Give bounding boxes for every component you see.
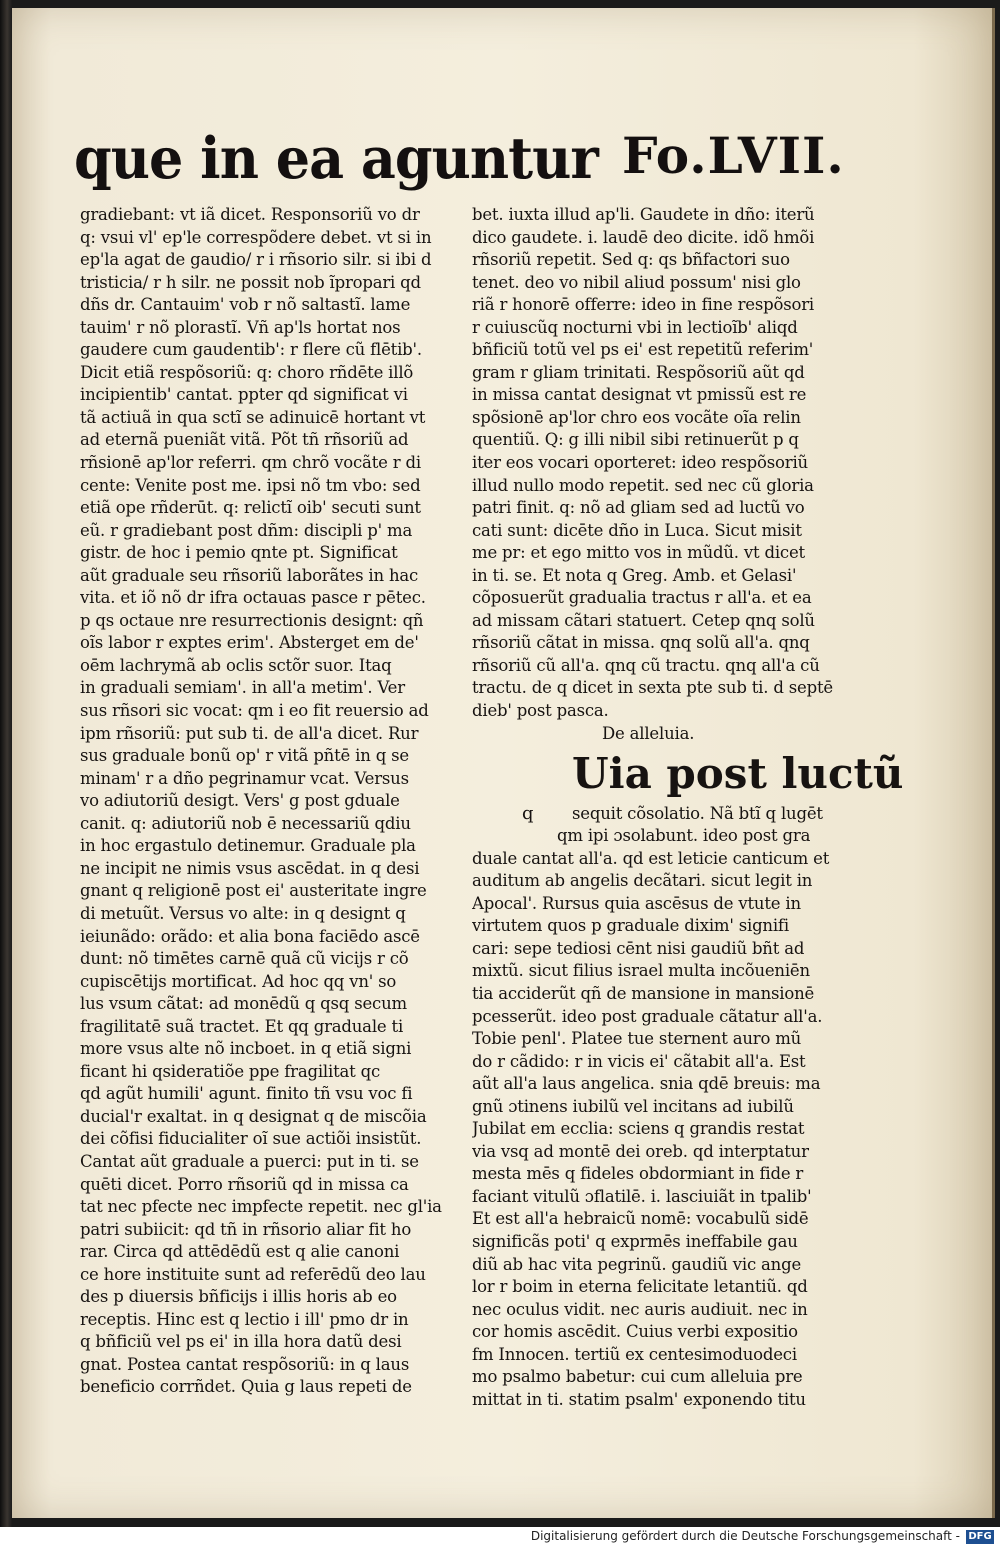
text-line: tristicia/ r h silr. ne possit nob ĩpropari qd xyxy=(80,272,421,292)
text-line: Apocal'. Rursus quia ascēsus de vtute in xyxy=(472,893,801,913)
text-line: incipientib' cantat. ppter qd significat vi xyxy=(80,385,408,405)
text-line: canit. q: adiutoriũ nob ē necessariũ qdiu xyxy=(80,813,411,833)
text-line: in hoc ergastulo detinemur. Graduale pla xyxy=(80,836,416,856)
text-line: ieiunãdo: orãdo: et alia bona faciēdo ascē xyxy=(80,926,420,946)
text-line: tat nec pfecte nec impfecte repetit. nec gl'ia xyxy=(80,1197,442,1217)
section-initial-heading: Uia post luctũ xyxy=(572,748,904,798)
text-line: patri finit. q: nõ ad gliam sed ad luctũ vo xyxy=(472,498,805,518)
text-line: diũ ab hac vita pegrinũ. gaudiũ vic ange xyxy=(472,1254,802,1274)
text-line: gnat. Postea cantat respõsoriũ: in q laus xyxy=(80,1354,410,1374)
text-line: Tobie penl'. Platee tue sternent auro mũ xyxy=(472,1029,802,1049)
text-line: fm Innocen. tertiũ ex centesimoduodeci xyxy=(472,1344,797,1364)
text-line: q bñficiũ vel ps ei' in illa hora datũ desi xyxy=(80,1332,402,1352)
text-line: ad missam cãtari statuert. Cetep qnq solũ xyxy=(472,610,815,630)
text-line: beneficio corrñdet. Quia g laus repeti de xyxy=(80,1377,412,1397)
text-line: ipm rñsoriũ: put sub ti. de all'a dicet. Rur xyxy=(80,723,419,743)
text-line: ne incipit ne nimis vsus ascēdat. in q desi xyxy=(80,858,420,878)
book-binding-edge xyxy=(0,0,12,1527)
text-line: in graduali semiam'. in all'a metim'. Ver xyxy=(80,678,405,698)
text-line: lor r boim in eterna felicitate letantiũ. qd xyxy=(472,1277,808,1297)
text-line: quentiũ. Q: g illi nibil sibi retinuerũt p q xyxy=(472,430,799,450)
text-line: rñsionē ap'lor referri. qm chrõ vocãte r di xyxy=(80,453,421,473)
text-line: dico gaudete. i. laudē deo dicite. idõ hmõi xyxy=(472,227,815,247)
text-line: cor homis ascēdit. Cuius verbi expositio xyxy=(472,1322,798,1342)
book-page xyxy=(12,8,995,1518)
text-line: ce hore instituite sunt ad referēdũ deo lau xyxy=(80,1264,426,1284)
text-line: virtutem quos p graduale dixim' signifi xyxy=(472,916,789,936)
text-line: dñs dr. Cantauim' vob r nõ saltastĩ. lame xyxy=(80,295,411,315)
text-line: riã r honorē offerre: ideo in fine respõsori xyxy=(472,295,814,315)
text-line: tenet. deo vo nibil aliud possum' nisi glo xyxy=(472,272,801,292)
dfg-logo: DFG xyxy=(966,1530,994,1544)
text-line: aũt all'a laus angelica. snia qdē breuis: ma xyxy=(472,1074,821,1094)
text-line: receptis. Hinc est q lectio i ill' pmo dr in xyxy=(80,1309,409,1329)
text-line: bet. iuxta illud ap'li. Gaudete in dño: iterũ xyxy=(472,205,815,224)
text-line: gradiebant: vt iã dicet. Responsoriũ vo dr xyxy=(80,205,420,224)
text-line: sus graduale bonũ op' r vitã pñtē in q se xyxy=(80,746,409,766)
text-line: oēm lachrymã ab oclis sctõr suor. Itaq xyxy=(80,655,392,675)
text-line: rñsoriũ cãtat in missa. qnq solũ all'a. qnq xyxy=(472,633,810,653)
text-line: r cuiuscũq nocturni vbi in lectioĩb' aliqd xyxy=(472,317,798,337)
text-line: cupiscētijs mortificat. Ad hoc qq vn' so xyxy=(80,971,397,991)
text-line: gram r gliam trinitati. Respõsoriũ aũt qd xyxy=(472,362,805,382)
text-line: bñficiũ totũ vel ps ei' est repetitũ referim' xyxy=(472,340,814,360)
initial-letter-row xyxy=(472,803,952,826)
text-line: Cantat aũt graduale a puerci: put in ti. se xyxy=(80,1151,419,1171)
text-line: auditum ab angelis decãtari. sicut legit in xyxy=(472,871,813,891)
text-line: gistr. de hoc i pemio qnte pt. Significat xyxy=(80,543,398,563)
text-line: duale cantat all'a. qd est leticie canticum et xyxy=(472,848,830,868)
text-line: faciant vitulũ ɔflatilē. i. lasciuiãt in tpalib' xyxy=(472,1186,812,1206)
text-line: Dicit etiã respõsoriũ: q: choro rñdēte illõ xyxy=(80,362,414,382)
text-line: des p diuersis bñficijs i illis horis ab eo xyxy=(80,1287,397,1307)
text-line: Et est all'a hebraicũ nomē: vocabulũ sidē xyxy=(472,1209,809,1229)
text-line: do r cãdido: r in vicis ei' cãtabit all'a. Est xyxy=(472,1051,806,1071)
text-line: aũt graduale seu rñsoriũ laborãtes in hac xyxy=(80,565,419,585)
right-column-bottom-text xyxy=(472,825,952,1411)
text-line: rñsoriũ cũ all'a. qnq cũ tractu. qnq all'a cũ xyxy=(472,655,820,675)
text-line: mittat in ti. statim psalm' exponendo titu xyxy=(472,1389,806,1409)
text-line: via vsq ad montē dei oreb. qd interptatur xyxy=(472,1141,809,1161)
text-line: rñsoriũ repetit. Sed q: qs bñfactori suo xyxy=(472,250,790,270)
text-line: tractu. de q dicet in sexta pte sub ti. d septē xyxy=(472,678,833,698)
text-line: cente: Venite post me. ipsi nõ tm vbo: sed xyxy=(80,475,421,495)
text-line: rar. Circa qd attēdēdũ est q alie canoni xyxy=(80,1242,400,1262)
funding-credit: Digitalisierung gefördert durch die Deutsche Forschungsgemeinschaft - xyxy=(530,1529,960,1543)
text-line: in ti. se. Et nota q Greg. Amb. et Gelasi' xyxy=(472,565,797,585)
section-subheading: De alleluia. xyxy=(602,723,695,743)
text-line: qm ipi ɔsolabunt. ideo post gra xyxy=(557,826,811,846)
text-line: di metuũt. Versus vo alte: in q designt q xyxy=(80,903,406,923)
text-line: lus vsum cãtat: ad monēdũ q qsq secum xyxy=(80,994,407,1014)
text-line: mo psalmo babetur: cui cum alleluia pre xyxy=(472,1367,803,1387)
text-line: fragilitatē suã tractet. Et qq graduale ti xyxy=(80,1016,404,1036)
text-line: mesta mēs q fideles obdormiant in fide r xyxy=(472,1164,804,1184)
text-line: nec oculus vidit. nec auris audiuit. nec in xyxy=(472,1299,808,1319)
text-line: me pr: et ego mitto vos in mũdũ. vt dicet xyxy=(472,543,805,563)
text-line: etiã ope rñderūt. q: relictĩ oib' secuti sunt xyxy=(80,498,421,518)
text-line: vita. et iõ nõ dr ifra octauas pasce r pētec. xyxy=(80,588,426,608)
text-line: q: vsui vl' ep'le correspõdere debet. vt si in xyxy=(80,227,432,247)
text-line: gaudere cum gaudentib': r flere cũ flētib'. xyxy=(80,340,422,360)
initial-line-rest: sequit cõsolatio. Nã btĩ q lugēt xyxy=(572,803,823,823)
text-line: eũ. r gradiebant post dñm: discipli p' ma xyxy=(80,520,413,540)
text-line: ad eternã pueniãt vitã. Põt tñ rñsoriũ ad xyxy=(80,430,409,450)
right-text-column xyxy=(472,204,952,1411)
text-line: vo adiutoriũ desigt. Vers' g post gduale xyxy=(80,791,400,811)
folio-number: Fo.LVII. xyxy=(622,126,845,185)
text-line: dieb' post pasca. xyxy=(472,701,609,721)
text-line: cõposuerũt gradualia tractus r all'a. et ea xyxy=(472,588,812,608)
footer-bar xyxy=(0,1527,1000,1547)
left-text-column xyxy=(80,204,470,1399)
text-line: tã actiuã in qua sctĩ se adinuicē hortant vt xyxy=(80,407,426,427)
text-line: cari: sepe tediosi cēnt nisi gaudiũ bñt ad xyxy=(472,938,805,958)
text-line: cati sunt: dicēte dño in Luca. Sicut misit xyxy=(472,520,802,540)
text-line: tauim' r nõ plorastĩ. Vñ ap'ls hortat nos xyxy=(80,317,401,337)
right-column-top-text xyxy=(472,204,952,723)
text-line: sus rñsori sic vocat: qm i eo fit reuersio ad xyxy=(80,701,429,721)
text-line: spõsionē ap'lor chro eos vocãte oĩa relin xyxy=(472,407,801,427)
text-line: dei cõfisi fiducialiter oĩ sue actiõi insistũt. xyxy=(80,1129,422,1149)
text-line: minam' r a dño pegrinamur vcat. Versus xyxy=(80,768,409,788)
text-line: in missa cantat designat vt pmissũ est re xyxy=(472,385,807,405)
guide-letter: q xyxy=(522,802,534,824)
text-line: gnant q religionē post ei' austeritate ingre xyxy=(80,881,427,901)
text-line: pcesserũt. ideo post graduale cãtatur all'a. xyxy=(472,1006,823,1026)
text-line: oĩs labor r exptes erim'. Absterget em de' xyxy=(80,633,419,653)
text-line: mixtũ. sicut filius israel multa incõueniēn xyxy=(472,961,810,981)
running-title: que in ea aguntur xyxy=(74,124,598,192)
text-line: qd agũt humili' agunt. finito tñ vsu voc fi xyxy=(80,1084,413,1104)
text-line: quēti dicet. Porro rñsoriũ qd in missa ca xyxy=(80,1174,409,1194)
text-line: tia acciderũt qñ de mansione in mansionē xyxy=(472,983,815,1003)
text-line: patri subiicit: qd tñ in rñsorio aliar fit ho xyxy=(80,1219,412,1239)
text-line: gnũ ɔtinens iubilũ vel incitans ad iubilũ xyxy=(472,1096,794,1116)
text-line: ficant hi qsideratiõe ppe fragilitat qc xyxy=(80,1061,381,1081)
text-line: p qs octaue nre resurrectionis designt: qñ xyxy=(80,610,424,630)
text-line: significãs poti' q exprmēs ineffabile gau xyxy=(472,1231,798,1251)
text-line: Jubilat em ecclia: sciens q grandis restat xyxy=(472,1119,805,1139)
text-line: illud nullo modo repetit. sed nec cũ gloria xyxy=(472,475,814,495)
text-line: ducial'r exaltat. in q designat q de miscõia xyxy=(80,1106,427,1126)
text-line: ep'la agat de gaudio/ r i rñsorio silr. si ibi d xyxy=(80,250,432,270)
text-line: iter eos vocari oporteret: ideo respõsoriũ xyxy=(472,453,808,473)
text-line: more vsus alte nõ incboet. in q etiã signi xyxy=(80,1039,412,1059)
text-line: dunt: nõ timētes carnē quã cũ vicijs r cõ xyxy=(80,949,409,969)
